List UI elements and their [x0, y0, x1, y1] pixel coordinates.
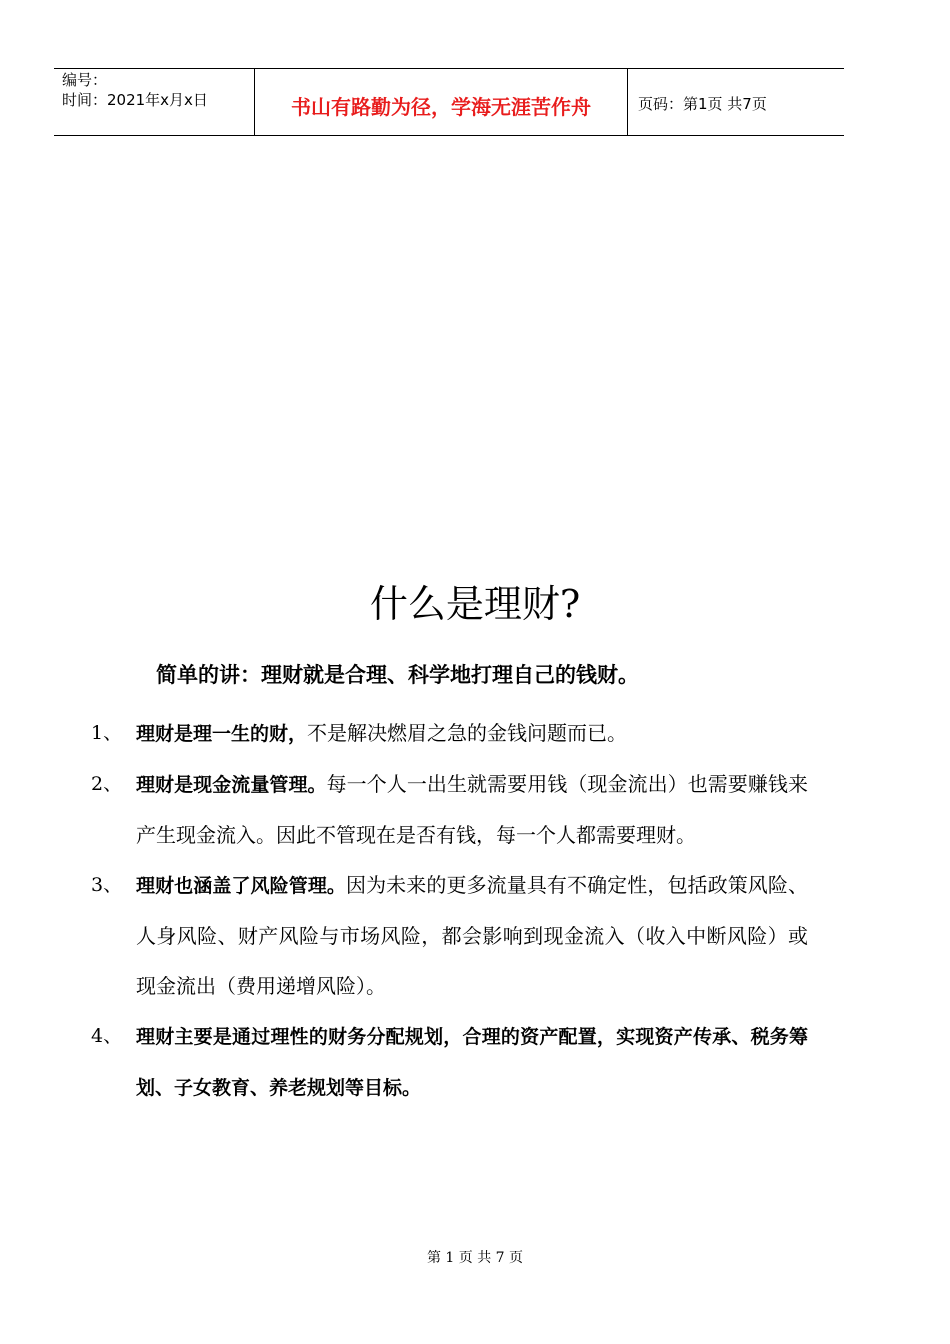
list-item: [0, 759, 950, 860]
list-item: [0, 1011, 950, 1113]
list-item-lead: 理财也涵盖了风险管理。: [136, 875, 346, 897]
header-number-label: 编号：: [62, 71, 108, 89]
list-item: [0, 860, 950, 1011]
list-item-body: [136, 708, 808, 759]
list-item-lead: 理财主要是通过理性的财务分配规划，合理的资产配置，实现资产传承、税务筹划、子女教育、养老规划等目标。: [136, 1026, 808, 1099]
list-item-text: 每一个人一出生就需要用钱（现金流出）也需要赚钱来产生现金流入。因此不管现在是否有钱，每一个人都需要理财。: [136, 772, 808, 847]
page-footer: 第 1 页 共 7 页: [426, 1250, 524, 1266]
header-page-cell: [628, 69, 844, 135]
list-item-number: 4、: [91, 1025, 123, 1047]
page-subtitle: 简单的讲：理财就是合理、科学地打理自己的钱财。: [156, 663, 639, 687]
list-item-body: [136, 860, 808, 1011]
list-item-text: 因为未来的更多流量具有不确定性，包括政策风险、人身风险、财产风险与市场风险，都会影响到现金流入（收入中断风险）或现金流出（费用递增风险）。: [136, 873, 808, 998]
document-header: [54, 68, 844, 136]
list-item-lead: 理财是现金流量管理。: [136, 774, 327, 796]
list-item-number: 3、: [91, 874, 123, 896]
list-item-text: 不是解决燃眉之急的金钱问题而已。: [307, 721, 628, 745]
header-motto: 书山有路勤为径，学海无涯苦作舟: [291, 95, 591, 119]
list-item-lead: 理财是理一生的财，: [136, 723, 308, 745]
list-item-number: 1、: [91, 722, 123, 744]
page-title: 什么是理财?: [369, 582, 581, 626]
header-motto-cell: [255, 69, 628, 135]
list-item-body: [136, 1011, 808, 1113]
header-page-code: 页码：第1页 共7页: [638, 95, 767, 113]
definition-list: [0, 708, 950, 1113]
header-date-label: 时间：2021年x月x日: [62, 91, 208, 109]
list-item: [0, 708, 950, 759]
list-item-body: [136, 759, 808, 860]
list-item-number: 2、: [91, 773, 123, 795]
header-info-cell: [54, 69, 255, 135]
